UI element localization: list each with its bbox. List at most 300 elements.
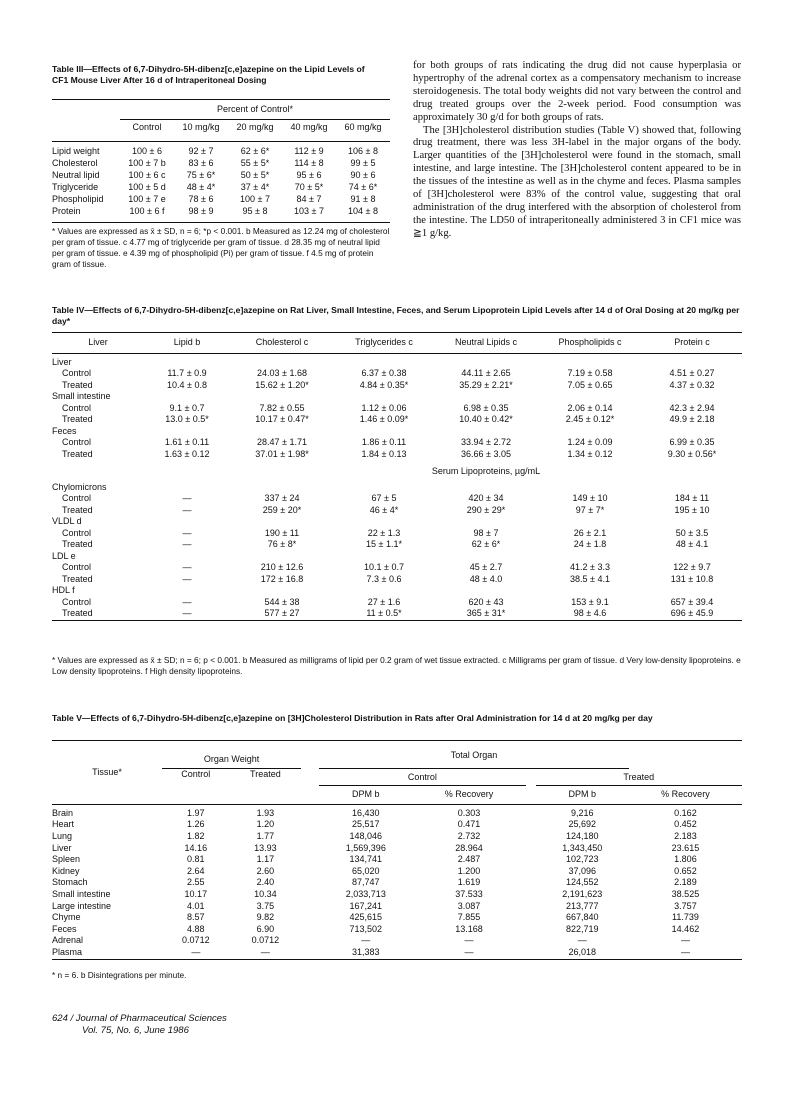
table-cell: 7.855 xyxy=(457,912,481,923)
table-cell: 22 ± 1.3 xyxy=(367,527,401,538)
table-cell: 25,517 xyxy=(352,819,380,830)
table-cell: 1.200 xyxy=(457,865,481,876)
dpm-header: DPM b xyxy=(352,789,380,800)
table-cell: 49.9 ± 2.18 xyxy=(669,414,715,424)
table-row xyxy=(52,368,742,380)
divider-row xyxy=(52,620,742,624)
table-iv-caption: Table IV—Effects of 6,7-Dihydro-5H-dibenz[c,e]azepine on Rat Liver, Small Intestine, Feces, and Serum Lipoprotein Lipid Levels after 14 d of Oral Dosing at 20 mg/kg per day* xyxy=(52,305,740,326)
divider xyxy=(52,141,390,142)
table-cell: 210 ± 12.6 xyxy=(260,562,304,572)
total-organ-header: Total Organ xyxy=(319,742,629,768)
section-label: HDL f xyxy=(52,585,75,595)
row-label: Feces xyxy=(52,923,77,934)
table-cell: 2.189 xyxy=(674,877,697,888)
table-row xyxy=(52,449,742,461)
row-label: Treated xyxy=(62,573,93,584)
table-cell: 2.06 ± 0.14 xyxy=(567,402,613,413)
table-cell: 106 ± 8 xyxy=(348,146,378,156)
table-cell: 0.0712 xyxy=(182,935,210,946)
table-cell: 100 ± 5 d xyxy=(128,182,166,192)
table-row xyxy=(52,414,742,426)
table-iii-span-header: Percent of Control* xyxy=(216,104,294,114)
table-cell: 1.61 ± 0.11 xyxy=(164,437,210,447)
table-cell: 35.29 ± 2.21* xyxy=(459,379,513,390)
row-label: Treated xyxy=(62,379,93,390)
table-cell: 124,180 xyxy=(565,830,599,841)
row-label: Lipid weight xyxy=(52,146,100,156)
table-cell: 26,018 xyxy=(568,946,596,957)
spacer xyxy=(526,843,536,855)
table-cell: 0.652 xyxy=(674,865,697,876)
table-cell: 0.452 xyxy=(674,819,697,830)
spacer xyxy=(526,786,536,805)
row-label: Adrenal xyxy=(52,935,84,946)
table-cell: 48 ± 4.0 xyxy=(469,573,503,584)
table-cell: 10.1 ± 0.7 xyxy=(364,562,404,572)
table-cell: 6.37 ± 0.38 xyxy=(361,368,407,378)
table-cell: 9,216 xyxy=(570,807,594,818)
section-label: VLDL d xyxy=(52,516,82,526)
row-label: Treated xyxy=(62,448,93,459)
table-cell: 99 ± 5 xyxy=(350,158,376,168)
table-row xyxy=(52,889,742,901)
table-cell: — xyxy=(182,596,192,607)
table-cell: 1.24 ± 0.09 xyxy=(567,437,613,447)
table-cell: 38.5 ± 4.1 xyxy=(570,573,610,584)
spacer xyxy=(526,947,536,959)
table-row xyxy=(52,924,742,936)
divider xyxy=(52,740,742,741)
table-cell: 26 ± 2.1 xyxy=(573,527,607,538)
divider xyxy=(52,620,742,624)
table-cell: — xyxy=(464,935,474,946)
control-header: Control xyxy=(181,768,211,779)
table-cell: 195 ± 10 xyxy=(674,504,710,515)
section-row xyxy=(52,482,742,494)
table-cell: 213,777 xyxy=(565,900,599,911)
table-cell: 84 ± 7 xyxy=(296,194,322,204)
table-row xyxy=(52,843,742,855)
table-cell: 4.01 xyxy=(187,900,205,911)
table-cell: 7.19 ± 0.58 xyxy=(567,368,613,378)
table-row xyxy=(52,831,742,843)
spacer xyxy=(526,866,536,878)
table-cell: — xyxy=(182,504,192,515)
recovery-header: % Recovery xyxy=(444,789,494,800)
table-cell: 1.82 xyxy=(187,830,205,841)
spacer xyxy=(301,947,319,959)
table-row xyxy=(52,877,742,889)
spacer xyxy=(301,877,319,889)
spacer xyxy=(301,935,319,947)
row-label: Treated xyxy=(62,504,93,515)
table-cell: 2.60 xyxy=(256,865,275,876)
header-row xyxy=(52,337,742,353)
table-iii-caption: Table III—Effects of 6,7-Dihydro-5H-dibenz[c,e]azepine on the Lipid Levels of CF1 Mouse Liver After 16 d of Intraperitoneal Dosing xyxy=(52,64,365,85)
table-cell: 11.739 xyxy=(672,912,699,923)
table-cell: 46 ± 4* xyxy=(369,504,399,515)
table-cell: 2,033,713 xyxy=(345,888,386,899)
table-cell: — xyxy=(182,493,192,503)
table-cell: 100 ± 7 e xyxy=(128,194,166,204)
column-header: Control xyxy=(132,122,162,132)
row-label: Cholesterol xyxy=(52,158,98,168)
page-footer xyxy=(52,1013,227,1037)
table-v xyxy=(52,742,742,961)
table-cell: 420 ± 34 xyxy=(468,493,504,503)
recovery-header: % Recovery xyxy=(661,789,710,800)
table-cell: 28.964 xyxy=(455,842,483,853)
table-cell: 149 ± 10 xyxy=(572,493,608,503)
table-cell: 696 ± 45.9 xyxy=(670,608,714,618)
table-cell: 10.4 ± 0.8 xyxy=(167,379,207,390)
divider xyxy=(52,959,742,961)
table-cell: 0.81 xyxy=(187,854,205,865)
spacer xyxy=(526,819,536,831)
table-cell: 8.57 xyxy=(187,912,205,923)
spacer xyxy=(301,768,319,786)
table-row xyxy=(52,528,742,540)
column-header: Neutral Lipids c xyxy=(454,337,518,347)
treated-header: Treated xyxy=(250,768,281,779)
table-cell: — xyxy=(191,946,201,957)
table-cell: 90 ± 6 xyxy=(350,170,376,180)
spacer xyxy=(526,924,536,936)
table-cell: 124,552 xyxy=(565,877,599,888)
table-row xyxy=(52,380,742,392)
table-cell: 100 ± 7 b xyxy=(128,158,166,168)
table-cell: 1.46 ± 0.09* xyxy=(359,414,409,424)
table-row xyxy=(52,539,742,551)
section-row xyxy=(52,357,742,369)
table-cell: 2.183 xyxy=(674,830,697,841)
table-cell: 42.3 ± 2.94 xyxy=(669,402,715,413)
table-iii-footnote: * Values are expressed as x̄ ± SD, n = 6; *p < 0.001. b Measured as 12.24 mg of cholesterol per gram of tissue. c 4.77 mg of triglyceride per gram of tissue. d 28.35 mg of neutral lipid per gram of tissue. e 4.39 mg of phospholipid (Pi) per gram of tissue. f 4.5 mg of protein gram of tissue. xyxy=(52,226,390,269)
table-cell: 33.94 ± 2.72 xyxy=(461,437,511,447)
table-cell: 13.93 xyxy=(254,842,277,853)
table-cell: 425,615 xyxy=(349,912,383,923)
divider xyxy=(120,119,390,120)
table-row xyxy=(52,866,742,878)
table-iv-footnote: * Values are expressed as x̄ ± SD; n = 6; p < 0.001. b Measured as milligrams of lipid per 0.2 gram of wet tissue extracted. c Milligrams per gram of tissue. d Very low-density lipoproteins. e Low density lipoproteins. f High density lipoproteins. xyxy=(52,655,741,676)
table-cell: — xyxy=(182,527,192,538)
table-cell: 9.30 ± 0.56* xyxy=(667,448,717,459)
row-label: Spleen xyxy=(52,854,81,865)
row-label: Chyme xyxy=(52,912,81,923)
table-cell: 100 ± 6 xyxy=(132,146,162,156)
table-cell: 6.90 xyxy=(256,923,275,934)
table-cell: 10.17 xyxy=(184,888,208,899)
column-header: 40 mg/kg xyxy=(290,122,328,132)
table-cell: 37.01 ± 1.98* xyxy=(255,448,309,459)
section-label: Chylomicrons xyxy=(52,481,107,492)
table-cell: 4.51 ± 0.27 xyxy=(669,368,715,378)
table-row xyxy=(52,145,390,157)
row-label: Heart xyxy=(52,819,75,830)
table-cell: 1.63 ± 0.12 xyxy=(164,448,210,459)
spacer xyxy=(52,460,230,482)
spacer xyxy=(526,935,536,947)
row-label: Small intestine xyxy=(52,888,111,899)
table-row xyxy=(52,901,742,913)
table-row xyxy=(52,574,742,586)
table-cell: 100 ± 6 f xyxy=(129,206,165,216)
column-header: Cholesterol c xyxy=(255,337,309,347)
table-cell: 104 ± 8 xyxy=(348,206,378,216)
table-row xyxy=(52,169,390,181)
spacer xyxy=(301,843,319,855)
table-cell: 38.525 xyxy=(671,888,700,899)
table-cell: 97 ± 7* xyxy=(575,504,605,515)
table-cell: 91 ± 8 xyxy=(350,194,376,204)
table-cell: — xyxy=(577,935,587,946)
table-cell: 1,569,396 xyxy=(345,842,386,853)
table-cell: 3.75 xyxy=(256,900,275,911)
table-cell: 13.0 ± 0.5* xyxy=(165,414,209,424)
spacer xyxy=(526,831,536,843)
table-cell: 1.806 xyxy=(674,854,697,865)
section-label: Feces xyxy=(52,425,77,436)
table-row xyxy=(52,193,390,205)
table-cell: 100 ± 6 c xyxy=(128,170,166,180)
table-row xyxy=(52,437,742,449)
table-cell: 4.84 ± 0.35* xyxy=(359,379,409,390)
row-label: Treated xyxy=(62,608,93,618)
table-cell: 172 ± 16.8 xyxy=(260,573,304,584)
table-cell: 114 ± 8 xyxy=(294,158,324,168)
row-label: Lung xyxy=(52,830,73,841)
row-label: Control xyxy=(62,596,92,607)
table-cell: 102,723 xyxy=(565,854,599,865)
table-cell: 24 ± 1.8 xyxy=(573,539,607,549)
spacer xyxy=(526,854,536,866)
table-row xyxy=(52,505,742,517)
table-cell: 62 ± 6* xyxy=(471,539,501,549)
table-cell: 55 ± 5* xyxy=(240,158,270,168)
table-cell: 16,430 xyxy=(352,807,380,818)
table-row xyxy=(52,935,742,947)
table-cell: 1.17 xyxy=(256,854,275,865)
table-cell: 31,383 xyxy=(352,946,380,957)
table-cell: 365 ± 31* xyxy=(466,608,506,618)
table-iii-header xyxy=(52,122,390,132)
table-cell: 667,840 xyxy=(565,912,599,923)
table-cell: 50 ± 5* xyxy=(240,170,270,180)
table-cell: 100 ± 7 xyxy=(240,194,270,204)
table-cell: 23.615 xyxy=(671,842,700,853)
table-cell: 1.26 xyxy=(187,819,205,830)
row-label: Large intestine xyxy=(52,900,112,911)
body-text xyxy=(413,60,741,241)
row-label: Control xyxy=(62,368,92,378)
spacer xyxy=(301,854,319,866)
row-label: Phospholipid xyxy=(52,194,104,204)
table-cell: 7.82 ± 0.55 xyxy=(259,402,305,413)
table-row xyxy=(52,562,742,574)
table-cell: 48 ± 4* xyxy=(186,182,216,192)
table-cell: — xyxy=(182,562,192,572)
row-label: Liver xyxy=(52,842,72,853)
spacer xyxy=(301,901,319,913)
paragraph: The [3H]cholesterol distribution studies (Table V) showed that, following drug treatment, there was less 3H-label in the major organs of the body. Larger quantities of the [3H]cholesterol were found in the stomach, small intestine, and large intestine. The [3H]cholesterol content appeared to be in the tissues of the intestine as well as in the chyme and feces. Plasma samples of [3H]cholesterol were 83% of the control value, suggesting that oral administration of the drug interfered with the absorption of cholesterol from the intestine. The LD50 of intraperitoneally administered 3 in CF1 mice was ≧1 g/kg. xyxy=(413,124,741,239)
table-cell: — xyxy=(260,946,270,957)
table-cell: 7.3 ± 0.6 xyxy=(366,573,402,584)
table-cell: 167,241 xyxy=(349,900,383,911)
spacer xyxy=(526,912,536,924)
spacer xyxy=(301,924,319,936)
table-row xyxy=(52,597,742,609)
row-label: Stomach xyxy=(52,877,88,888)
table-cell: 544 ± 38 xyxy=(264,596,300,607)
row-label: Triglyceride xyxy=(52,182,99,192)
section-label: Small intestine xyxy=(52,391,111,401)
table-row xyxy=(52,157,390,169)
table-cell: 37 ± 4* xyxy=(240,182,270,192)
table-cell: 3.087 xyxy=(457,900,481,911)
table-cell: 259 ± 20* xyxy=(262,504,302,515)
table-cell: 48 ± 4.1 xyxy=(675,539,709,549)
table-cell: 95 ± 6 xyxy=(296,170,322,180)
table-cell: 27 ± 1.6 xyxy=(367,596,401,607)
table-cell: 1.12 ± 0.06 xyxy=(361,402,407,413)
column-header: Protein c xyxy=(674,337,710,347)
column-header: 10 mg/kg xyxy=(182,122,220,132)
section-label: LDL e xyxy=(52,550,76,561)
section-row xyxy=(52,516,742,528)
paragraph: for both groups of rats indicating the drug did not cause hyperplasia or hypertrophy of the adrenal cortex as a compensatory mechanism to increase steroidogenesis. The total body weights did not vary between the control and drug treated groups over the 2-week period. Food consumption was approximately 30 g/d for both groups of rats. xyxy=(413,60,741,123)
table-cell: — xyxy=(464,946,474,957)
table-cell: 620 ± 43 xyxy=(468,596,504,607)
table-iii xyxy=(52,145,390,217)
table-cell: 50 ± 3.5 xyxy=(675,527,709,538)
table-cell: — xyxy=(680,946,690,957)
table-cell: 37.533 xyxy=(455,888,483,899)
table-cell: 78 ± 6 xyxy=(188,194,214,204)
table-cell: — xyxy=(182,539,192,549)
spacer xyxy=(301,912,319,924)
table-v-footnote: * n = 6. b Disintegrations per minute. xyxy=(52,970,187,980)
table-cell: 15 ± 1.1* xyxy=(366,539,402,549)
table-cell: 1.20 xyxy=(256,819,275,830)
column-header xyxy=(52,122,120,132)
table-cell: 4.88 xyxy=(187,923,205,934)
table-cell: 2.487 xyxy=(457,854,481,865)
spacer xyxy=(301,786,319,805)
table-cell: 148,046 xyxy=(349,830,383,841)
table-cell: 10.34 xyxy=(254,888,277,899)
column-header: Lipid b xyxy=(173,337,201,347)
table-cell: 37,096 xyxy=(568,865,596,876)
table-cell: 25,692 xyxy=(568,819,596,830)
table-cell: 6.98 ± 0.35 xyxy=(463,402,509,413)
table-cell: 62 ± 6* xyxy=(240,146,270,156)
table-cell: — xyxy=(182,608,192,618)
control-header: Control xyxy=(319,768,525,786)
table-row xyxy=(52,947,742,959)
table-cell: 184 ± 11 xyxy=(674,493,710,503)
spacer xyxy=(526,768,536,786)
table-cell: 24.03 ± 1.68 xyxy=(257,368,307,378)
table-cell: 1.77 xyxy=(256,830,275,841)
table-cell: 131 ± 10.8 xyxy=(670,573,714,584)
spacer xyxy=(301,889,319,901)
row-label: Brain xyxy=(52,807,74,818)
table-cell: 2,191,623 xyxy=(562,888,603,899)
row-label: Plasma xyxy=(52,946,83,957)
organ-weight-header: Organ Weight xyxy=(162,742,301,768)
table-cell: 76 ± 8* xyxy=(267,539,297,549)
table-cell: 13.168 xyxy=(455,923,483,934)
table-cell: 44.11 ± 2.65 xyxy=(461,368,511,378)
table-cell: 1.619 xyxy=(457,877,481,888)
row-label: Treated xyxy=(62,539,93,549)
table-row xyxy=(52,493,742,505)
column-header: Triglycerides c xyxy=(355,337,413,347)
table-cell: 6.99 ± 0.35 xyxy=(669,437,715,447)
table-cell: 4.37 ± 0.32 xyxy=(669,379,715,390)
table-cell: 0.162 xyxy=(674,807,697,818)
table-cell: — xyxy=(182,573,192,584)
section-row xyxy=(52,585,742,597)
table-cell: 2.45 ± 0.12* xyxy=(565,414,615,424)
subheader-row xyxy=(52,460,742,482)
section-label: Liver xyxy=(52,356,72,367)
row-label: Neutral lipid xyxy=(52,170,100,180)
table-cell: 3.757 xyxy=(674,900,697,911)
divider xyxy=(52,332,742,333)
table-cell: 0.471 xyxy=(457,819,481,830)
table-cell: 98 ± 4.6 xyxy=(573,608,607,618)
table-cell: 713,502 xyxy=(349,923,383,934)
table-cell: 1,343,450 xyxy=(562,842,603,853)
table-cell: 0.303 xyxy=(457,807,481,818)
table-cell: 14.462 xyxy=(671,923,700,934)
table-cell: 87,747 xyxy=(352,877,380,888)
column-header: Liver xyxy=(88,337,108,347)
footer-volume: Vol. 75, No. 6, June 1986 xyxy=(82,1025,189,1036)
table-cell: 577 ± 27 xyxy=(264,608,300,618)
spacer xyxy=(526,808,536,820)
table-cell: 103 ± 7 xyxy=(294,206,324,216)
table-cell: 337 ± 24 xyxy=(264,493,300,503)
table-cell: 15.62 ± 1.20* xyxy=(255,379,309,390)
table-row xyxy=(52,912,742,924)
table-cell: 65,020 xyxy=(352,865,380,876)
table-cell: 41.2 ± 3.3 xyxy=(570,562,610,572)
row-label: Control xyxy=(62,527,92,538)
divider xyxy=(52,99,390,100)
table-cell: 1.86 ± 0.11 xyxy=(361,437,407,447)
table-row xyxy=(52,819,742,831)
table-cell: 10.17 ± 0.47* xyxy=(255,414,309,424)
table-cell: 1.97 xyxy=(187,807,205,818)
table-cell: — xyxy=(680,935,690,946)
table-row xyxy=(52,608,742,620)
row-label: Treated xyxy=(62,414,93,424)
table-iv xyxy=(52,337,742,624)
table-cell: 1.84 ± 0.13 xyxy=(361,448,407,459)
table-cell: 9.82 xyxy=(256,912,275,923)
row-label: Control xyxy=(62,402,92,413)
serum-header: Serum Lipoproteins, µg/mL xyxy=(431,466,541,476)
table-cell: 74 ± 6* xyxy=(348,182,378,192)
tissue-header: Tissue* xyxy=(92,767,122,778)
row-label: Protein xyxy=(52,206,81,216)
table-cell: 98 ± 7 xyxy=(473,527,499,538)
table-cell: 290 ± 29* xyxy=(466,504,506,515)
table-cell: 75 ± 6* xyxy=(186,170,216,180)
row-label: Control xyxy=(62,562,92,572)
